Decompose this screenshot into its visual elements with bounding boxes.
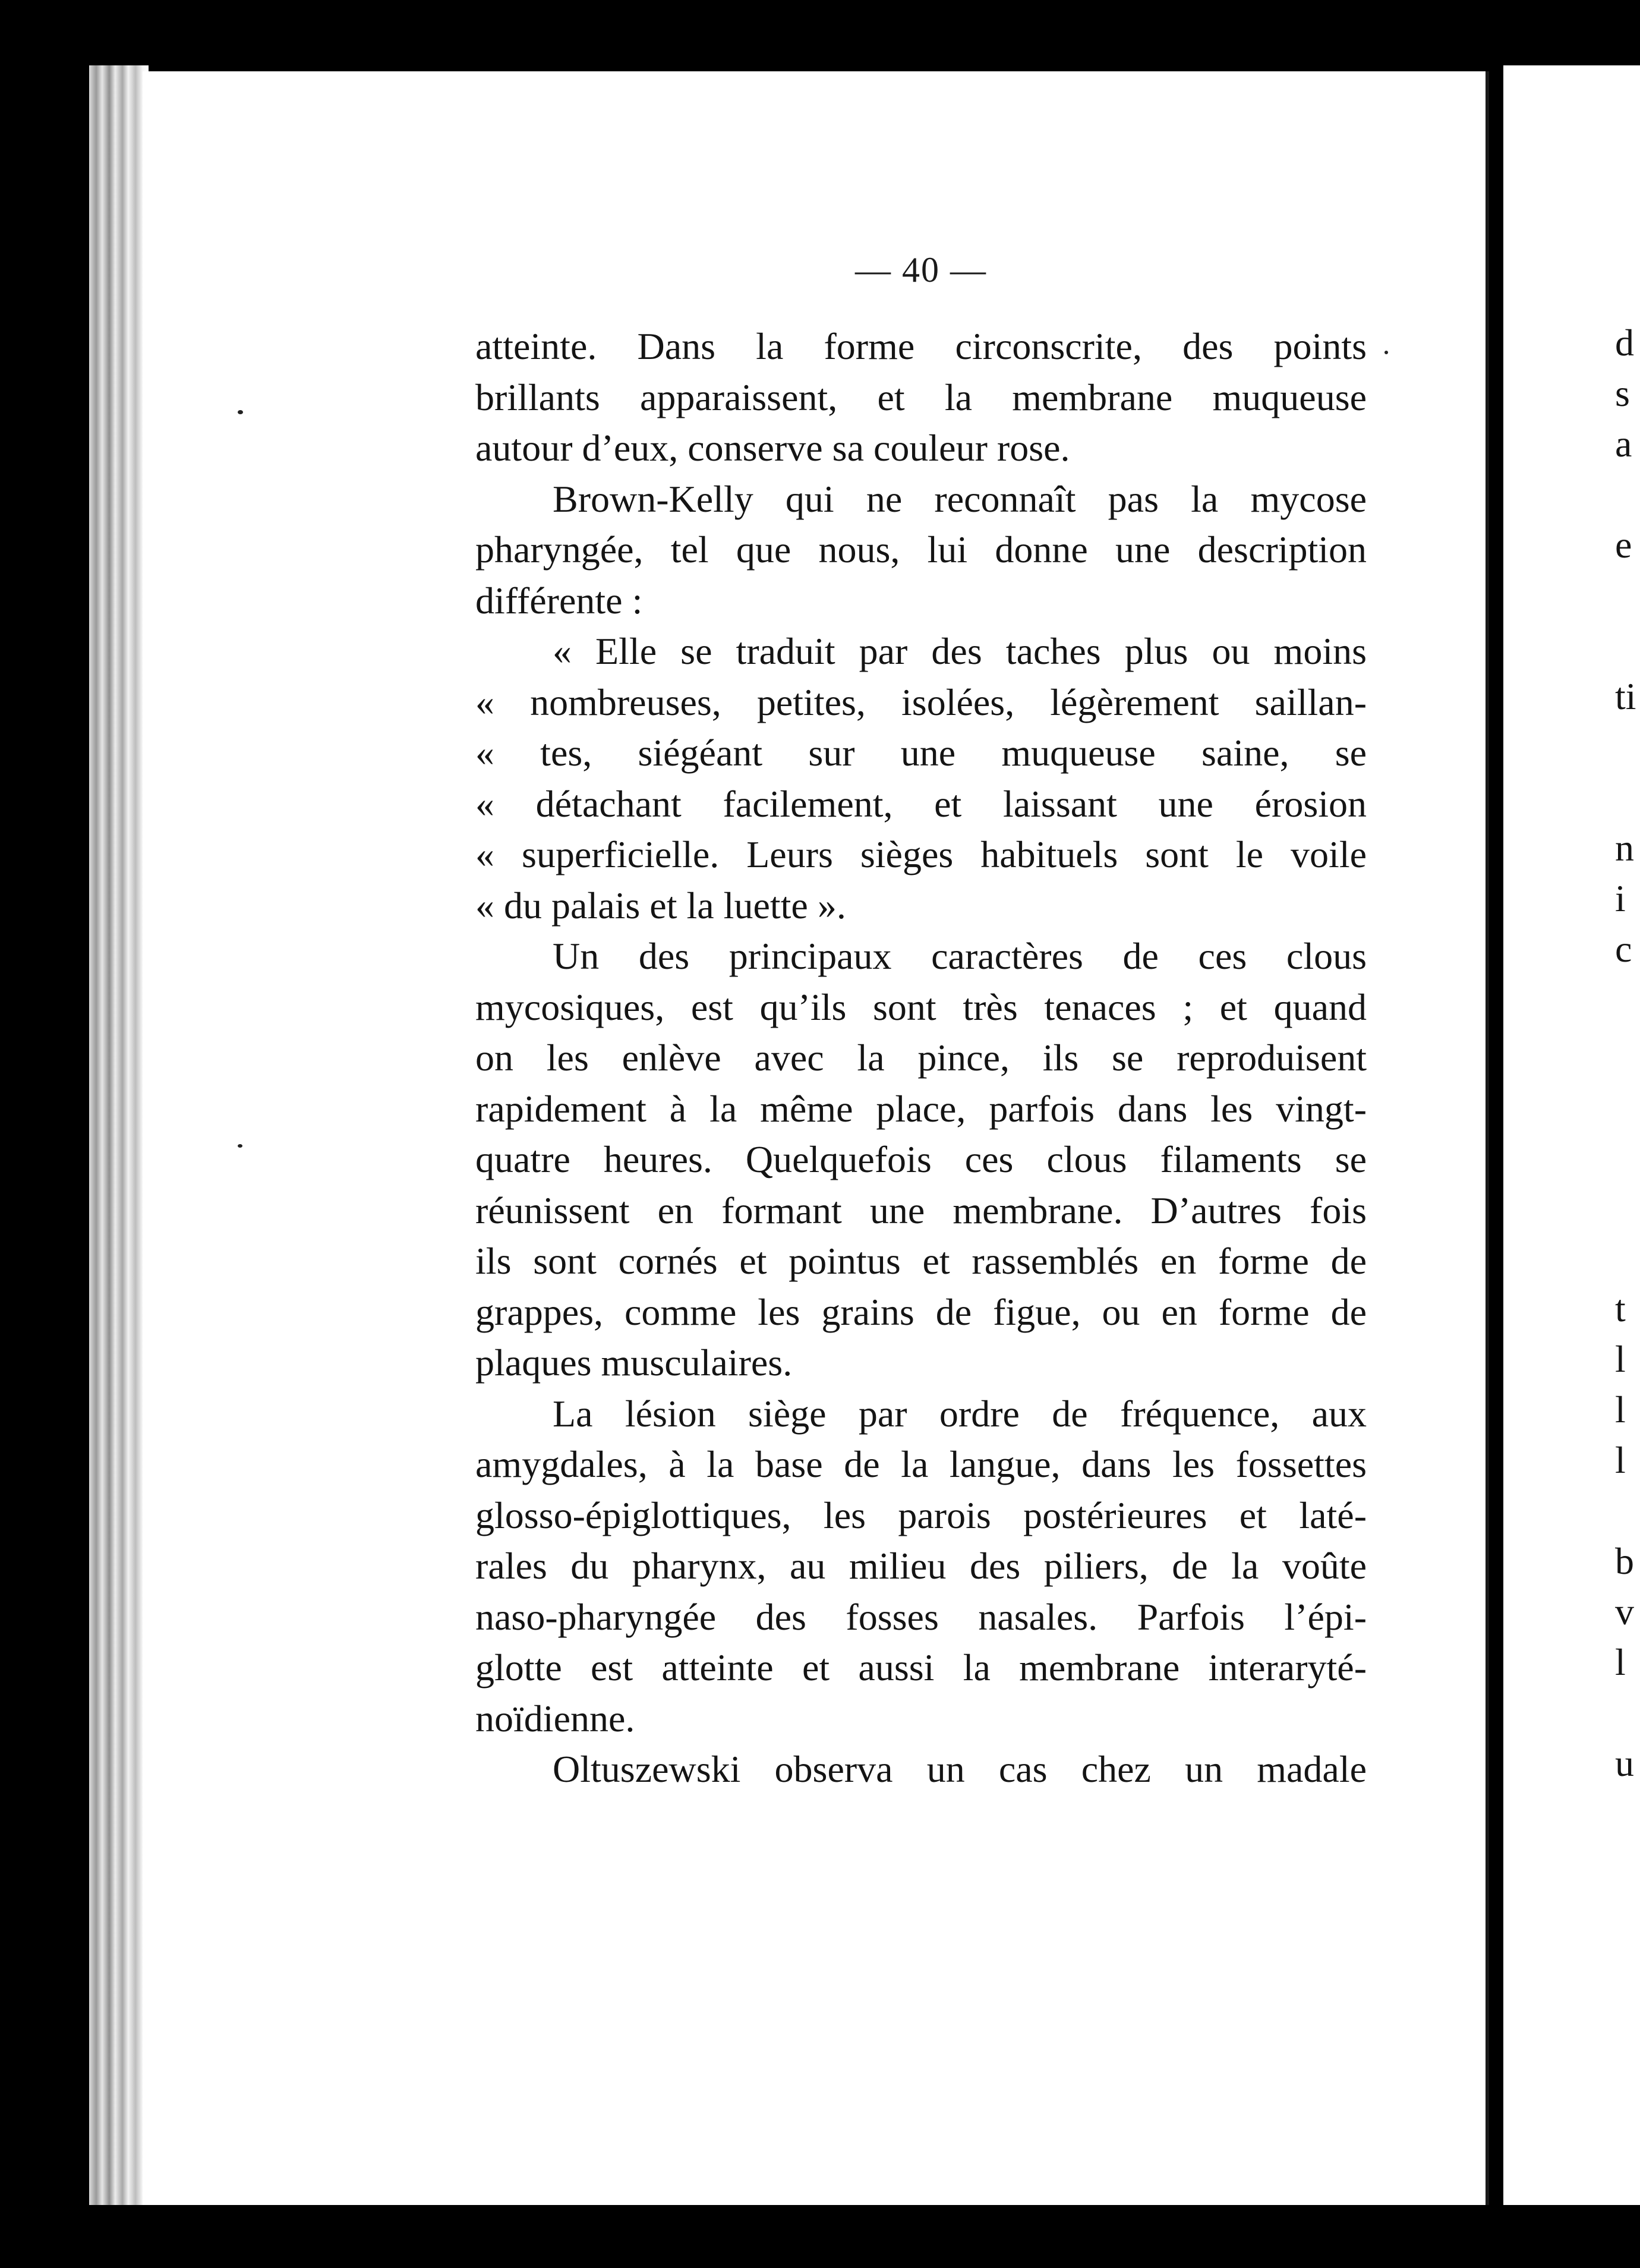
text-line: glosso-épiglottiques, les parois postérieures et laté- [475,1494,1367,1536]
page-edges [89,65,149,2205]
text-line: plaques musculaires. [475,1341,793,1384]
fragment: d [1615,322,1634,364]
fragment: u [1615,1742,1634,1784]
fragment: l [1615,1439,1626,1481]
fragment: v [1615,1590,1634,1633]
fragment: n [1615,827,1634,869]
text-line: « tes, siégéant sur une muqueuse saine, se [475,732,1367,774]
fragment: a [1615,423,1632,465]
speck [1384,351,1388,354]
fragment: l [1615,1388,1626,1431]
text-line: glotte est atteinte et aussi la membrane interaryté- [475,1646,1367,1689]
text-line: Oltuszewski observa un cas chez un madale [553,1748,1367,1790]
fragment: t [1615,1287,1626,1330]
text-line: « nombreuses, petites, isolées, légèrement saillan- [475,681,1367,723]
text-line: atteinte. Dans la forme circonscrite, des points [475,325,1367,367]
text-line: on les enlève avec la pince, ils se reproduisent [475,1037,1367,1079]
text-line: quatre heures. Quelquefois ces clous filaments se [475,1138,1367,1180]
page-number: — 40 — [855,250,987,289]
text-line: mycosiques, est qu’ils sont très tenaces ; et quand [475,985,1367,1028]
text-line: « Elle se traduit par des taches plus ou moins [553,630,1367,672]
text-line: « superficielle. Leurs sièges habituels sont le voile [475,833,1367,875]
text-line: grappes, comme les grains de figue, ou en forme de [475,1290,1367,1333]
text-line: La lésion siège par ordre de fréquence, aux [553,1392,1367,1435]
text-line: rales du pharynx, au milieu des piliers, de la voûte [475,1545,1367,1587]
text-line: autour d’eux, conserve sa couleur rose. [475,427,1070,469]
text-line: ils sont cornés et pointus et rassemblés en forme de [475,1240,1367,1282]
page-body-text [475,321,1367,1795]
text-line: « du palais et la luette ». [475,884,846,927]
fragment: b [1615,1540,1634,1582]
text-line: Brown-Kelly qui ne reconnaît pas la mycose [553,477,1367,520]
text-line: « détachant facilement, et laissant une érosion [475,782,1367,825]
fragment: s [1615,372,1630,414]
fragment: c [1615,928,1632,970]
text-line: différente : [475,579,643,622]
fragment: l [1615,1338,1626,1380]
fragment: e [1615,524,1632,566]
speck [238,1144,242,1148]
speck [238,410,243,414]
text-line: brillants apparaissent, et la membrane muqueuse [475,376,1367,418]
text-line: rapidement à la même place, parfois dans les vingt- [475,1087,1367,1130]
text-line: réunissent en formant une membrane. D’autres fois [475,1189,1367,1231]
text-line: pharyngée, tel que nous, lui donne une description [475,528,1367,571]
text-line: naso-pharyngée des fosses nasales. Parfois l’épi- [475,1595,1367,1638]
fragment: l [1615,1641,1626,1683]
text-line: Un des principaux caractères de ces clous [553,935,1367,977]
text-line: noïdienne. [475,1697,635,1740]
fragment: i [1615,877,1626,919]
fragment: ti [1615,675,1636,717]
text-line: amygdales, à la base de la langue, dans les fossettes [475,1443,1367,1485]
